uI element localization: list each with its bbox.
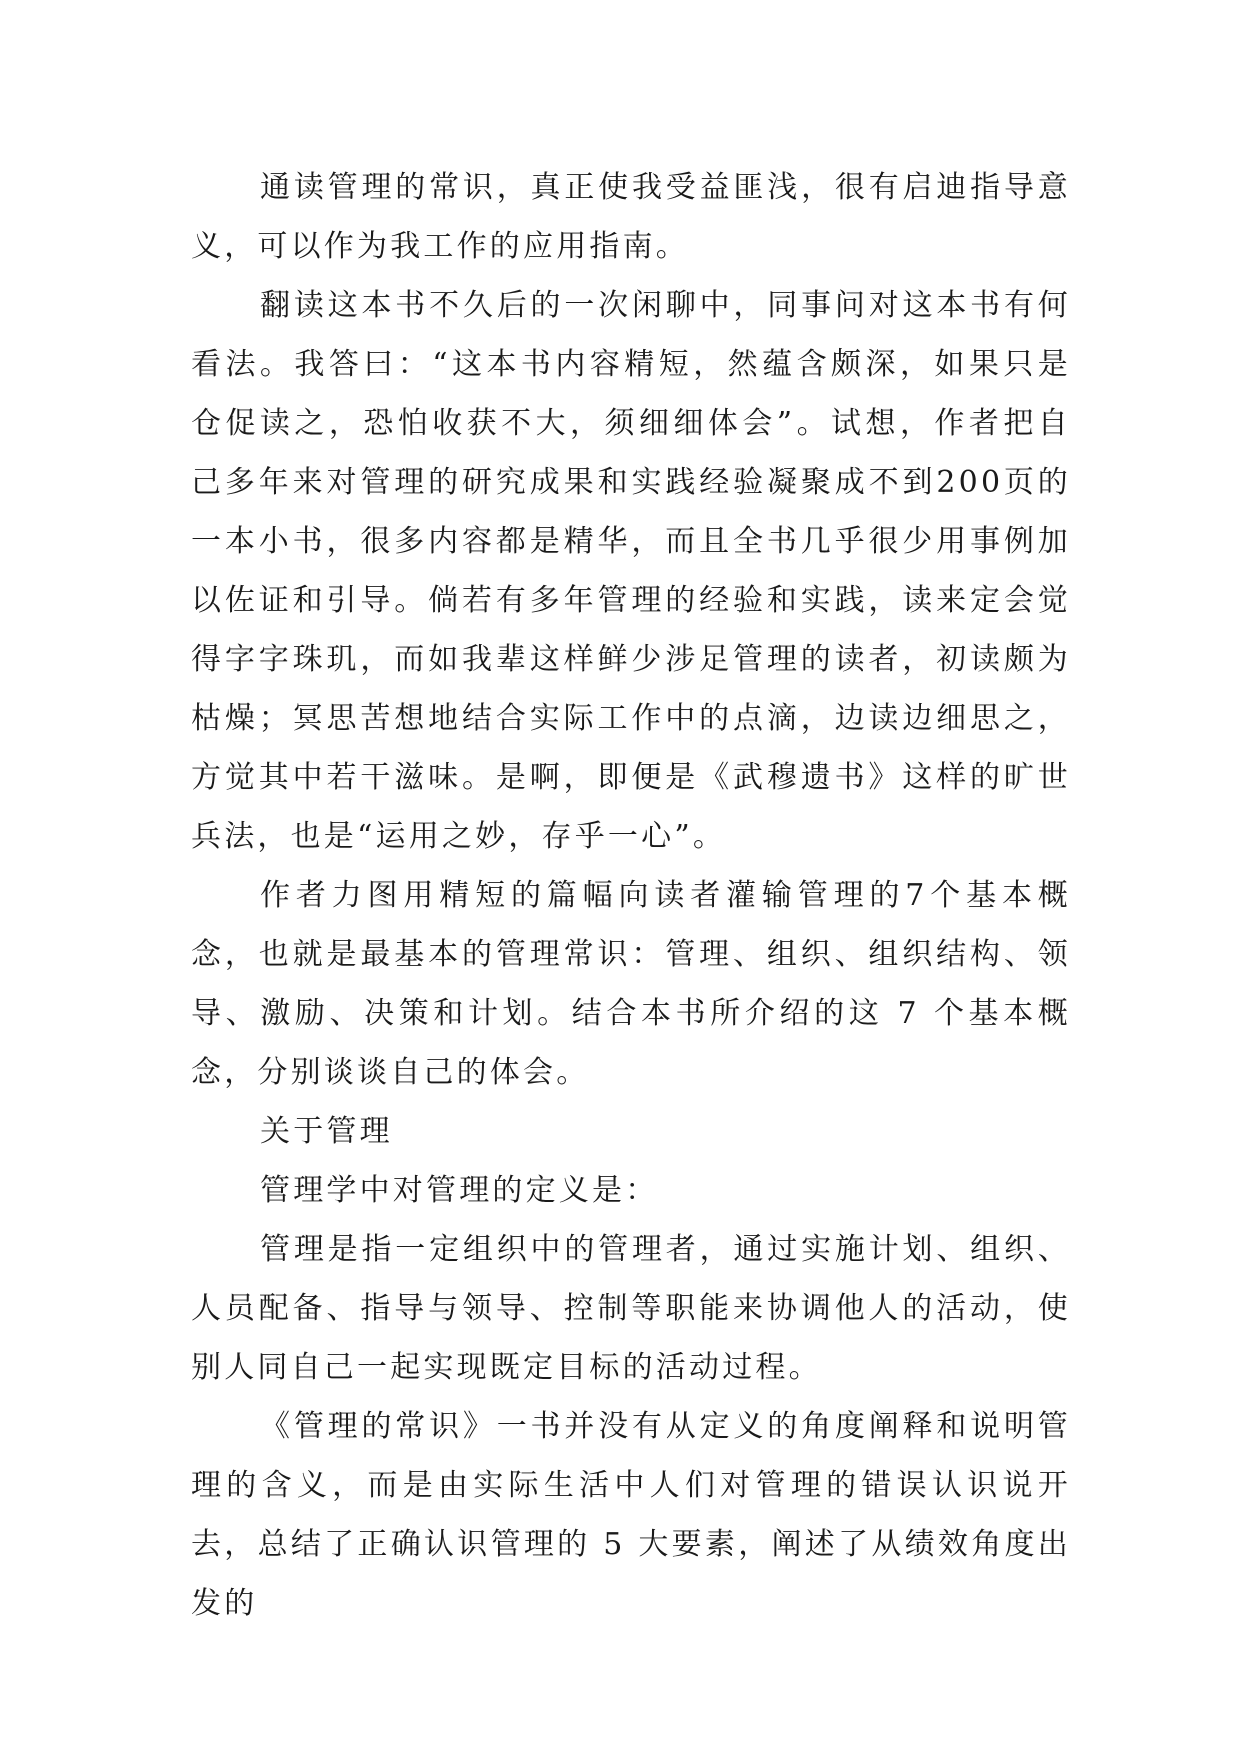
paragraph-reading-discussion: 翻读这本书不久后的一次闲聊中，同事问对这本书有何看法。我答曰：“这本书内容精短，然蕴含颇深，如果只是仓促读之，恐怕收获不大，须细细体会”。试想，作者把自己多年来对管理的研究成果和实践经验凝聚成不到200页的一本小书，很多内容都是精华，而且全书几乎很少用事例加以佐证和引导。倘若有多年管理的经验和实践，读来定会觉得字字珠玑，而如我辈这样鲜少涉足管理的读者，初读颇为枯燥；冥思苦想地结合实际工作中的点滴，边读边细思之，方觉其中若干滋味。是啊，即便是《武穆遗书》这样的旷世兵法，也是“运用之妙，存乎一心”。 [191,288,1071,854]
paragraph-intro: 通读管理的常识，真正使我受益匪浅，很有启迪指导意义，可以作为我工作的应用指南。 [191,170,1071,264]
document-body [191,158,1071,1633]
paragraph-definition-lead: 管理学中对管理的定义是： [260,1173,659,1208]
paragraph-definition: 管理是指一定组织中的管理者，通过实施计划、组织、人员配备、指导与领导、控制等职能来协调他人的活动，使别人同自己一起实现既定目标的活动过程。 [191,1232,1071,1385]
section-heading-management: 关于管理 [260,1114,393,1149]
paragraph-seven-concepts: 作者力图用精短的篇幅向读者灌输管理的7个基本概念，也就是最基本的管理常识：管理、组织、组织结构、领导、激励、决策和计划。结合本书所介绍的这 7 个基本概念，分别谈谈自己的体会。 [191,878,1071,1090]
paragraph-book-explanation: 《管理的常识》一书并没有从定义的角度阐释和说明管理的含义，而是由实际生活中人们对管理的错误认识说开去，总结了正确认识管理的 5 大要素，阐述了从绩效角度出发的 [191,1409,1071,1621]
